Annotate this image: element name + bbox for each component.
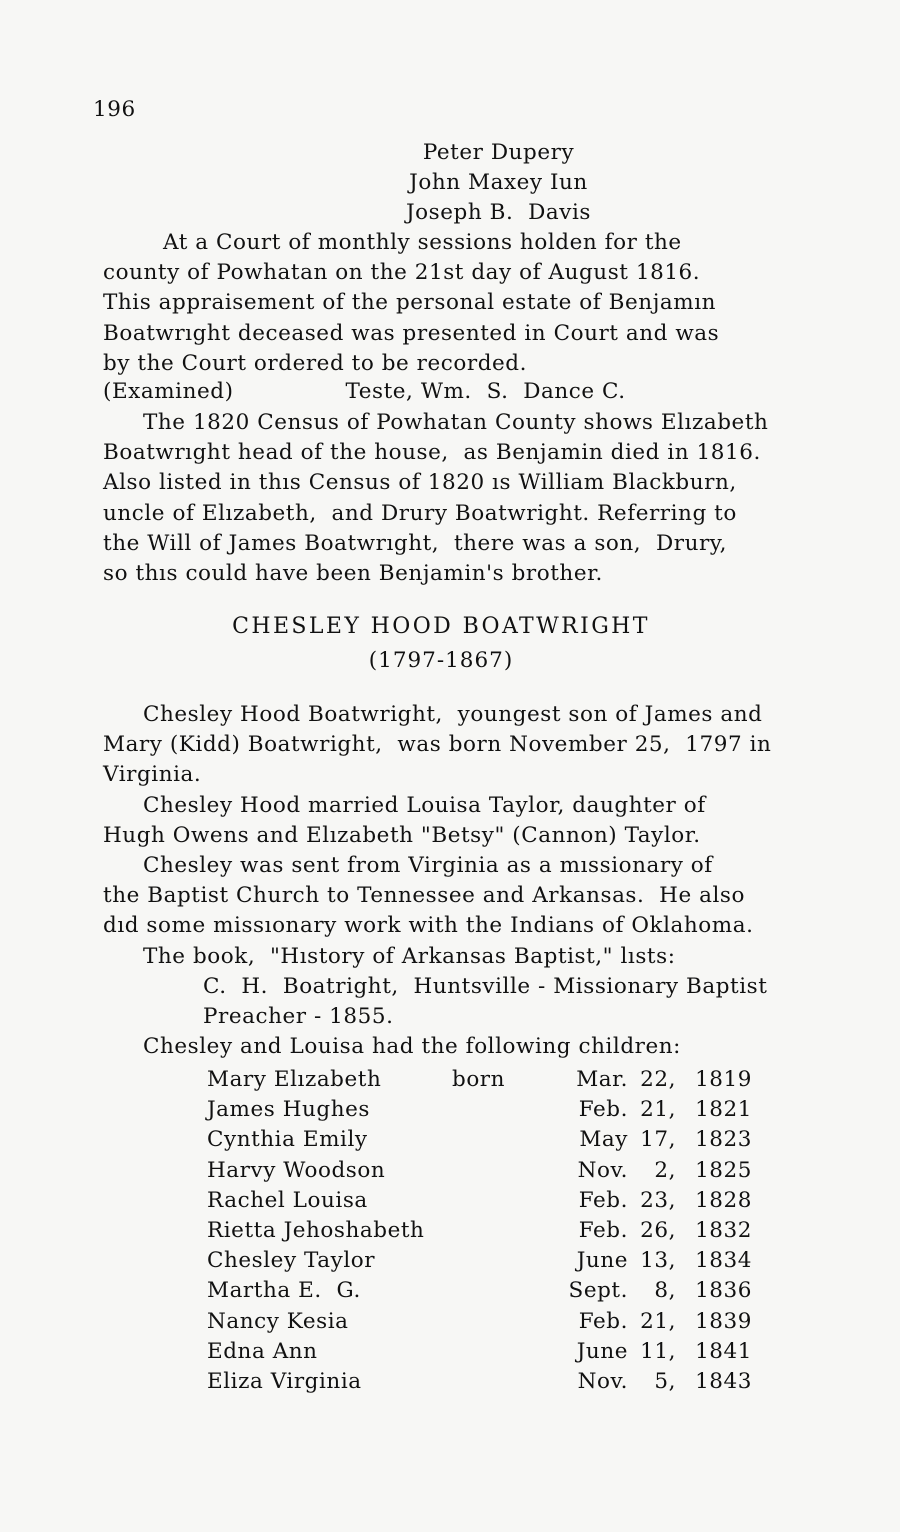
child-name: James Hughes <box>207 1097 370 1123</box>
paragraph-line: This appraisement of the personal estate of Benjamın <box>103 290 717 316</box>
table-row <box>207 1367 752 1397</box>
birth-year: 1819 <box>695 1067 752 1092</box>
quoted-entry-line: C. H. Boatright, Huntsville - Missionary Baptist <box>203 973 768 999</box>
census-note-paragraph <box>103 408 893 589</box>
birth-month: Feb. <box>578 1097 628 1123</box>
birth-year: 1836 <box>695 1278 752 1304</box>
biography-paragraph <box>103 942 900 1033</box>
paragraph-line: county of Powhatan on the 21st day of August 1816. <box>103 260 701 286</box>
birth-month: June <box>576 1338 628 1364</box>
birth-year: 1834 <box>695 1248 752 1274</box>
child-name: Cynthia Emily <box>207 1127 368 1153</box>
table-row <box>207 1216 752 1246</box>
biography-paragraph <box>103 700 900 791</box>
birth-month: Nov. <box>577 1157 628 1183</box>
biography-paragraph <box>103 851 900 942</box>
section-life-dates: (1797-1867) <box>368 648 514 673</box>
birth-month: Nov. <box>577 1368 628 1394</box>
birth-year: 1825 <box>695 1157 752 1183</box>
paragraph-line: dıd some missıonary work with the Indians of Oklahoma. <box>103 913 754 939</box>
signature-name: John Maxey Iun <box>409 170 588 196</box>
paragraph-line: Also listed in thıs Census of 1820 ıs William Blackburn, <box>103 470 737 496</box>
paragraph-line: by the Court ordered to be recorded. <box>103 350 527 376</box>
birth-day: 26, <box>640 1217 676 1243</box>
table-row <box>207 1246 752 1276</box>
paragraph-line: The book, "Hıstory of Arkansas Baptist," lısts: <box>143 943 676 969</box>
birth-day: 17, <box>640 1127 676 1153</box>
paragraph-line: so thıs could have been Benjamin's brother. <box>103 561 603 587</box>
examined-label: (Examined) <box>103 379 234 404</box>
child-name: Harvy Woodson <box>207 1157 386 1183</box>
birth-day: 23, <box>640 1187 676 1213</box>
examined-teste-row <box>103 377 883 407</box>
table-row <box>207 1156 752 1186</box>
child-name: Mary Elızabeth <box>207 1067 382 1092</box>
child-name: Rietta Jehoshabeth <box>207 1217 425 1243</box>
birth-day: 8, <box>654 1278 676 1304</box>
teste-label: Teste, Wm. S. Dance C. <box>345 379 626 404</box>
table-row <box>207 1125 752 1155</box>
paragraph-line: Boatwrıght deceased was presented in Court and was <box>103 320 720 346</box>
paragraph-line: Virginia. <box>103 762 202 788</box>
birth-day: 2, <box>654 1157 676 1183</box>
children-list <box>207 1065 752 1397</box>
paragraph-line: Chesley Hood married Louisa Taylor, daughter of <box>143 792 706 818</box>
signature-name: Peter Dupery <box>422 140 575 165</box>
paragraph-line: Mary (Kidd) Boatwright, was born November 25, 1797 in <box>103 732 772 758</box>
paragraph-line: At a Court of monthly sessions holden for the <box>163 230 682 255</box>
court-record-paragraph <box>103 228 900 379</box>
table-row <box>207 1065 752 1095</box>
birth-day: 13, <box>640 1248 676 1274</box>
child-name: Rachel Louisa <box>207 1187 368 1213</box>
paragraph-line: Chesley Hood Boatwright, youngest son of James and <box>143 702 763 727</box>
birth-day: 22, <box>640 1067 676 1092</box>
paragraph-line: Chesley was sent from Virginia as a mıssionary of <box>143 853 713 879</box>
biography-paragraph <box>103 791 900 851</box>
birth-year: 1828 <box>695 1187 752 1213</box>
paragraph-line: the Will of James Boatwrıght, there was a son, Drury, <box>103 530 728 556</box>
child-name: Martha E. G. <box>207 1278 361 1304</box>
birth-day: 21, <box>640 1308 676 1334</box>
child-name: Edna Ann <box>207 1338 318 1364</box>
children-intro-line: Chesley and Louisa had the following children: <box>143 1034 681 1060</box>
birth-year: 1841 <box>695 1338 752 1364</box>
birth-day: 11, <box>640 1338 676 1364</box>
born-label: born <box>452 1067 506 1092</box>
birth-month: May <box>579 1127 628 1153</box>
birth-month: Mar. <box>576 1067 628 1092</box>
section-heading <box>0 612 900 676</box>
paragraph-line: The 1820 Census of Powhatan County shows Elızabeth <box>143 410 769 435</box>
birth-day: 21, <box>640 1097 676 1123</box>
table-row <box>207 1337 752 1367</box>
signature-names-block <box>0 138 900 229</box>
child-name: Eliza Virginia <box>207 1368 362 1394</box>
table-row <box>207 1095 752 1125</box>
child-name: Nancy Kesia <box>207 1308 349 1334</box>
birth-year: 1821 <box>695 1097 752 1123</box>
child-name: Chesley Taylor <box>207 1248 376 1274</box>
birth-month: June <box>576 1248 628 1274</box>
table-row <box>207 1186 752 1216</box>
biography-body <box>103 700 900 1062</box>
signature-name: Joseph B. Davis <box>406 200 591 226</box>
birth-year: 1843 <box>695 1368 752 1394</box>
birth-month: Feb. <box>578 1217 628 1243</box>
table-row <box>207 1307 752 1337</box>
birth-month: Sept. <box>568 1278 628 1304</box>
biography-paragraph <box>103 1032 900 1062</box>
birth-year: 1823 <box>695 1127 752 1153</box>
table-row <box>207 1276 752 1306</box>
page-number: 196 <box>93 97 136 122</box>
birth-month: Feb. <box>578 1187 628 1213</box>
quoted-entry-line: Preacher - 1855. <box>203 1004 394 1030</box>
birth-day: 5, <box>654 1368 676 1394</box>
birth-month: Feb. <box>578 1308 628 1334</box>
paragraph-line: Hugh Owens and Elızabeth "Betsy" (Cannon) Taylor. <box>103 822 701 848</box>
paragraph-line: the Baptist Church to Tennessee and Arkansas. He also <box>103 883 745 909</box>
paragraph-line: uncle of Elızabeth, and Drury Boatwright. Referring to <box>103 500 737 526</box>
birth-year: 1839 <box>695 1308 752 1334</box>
section-title: CHESLEY HOOD BOATWRIGHT <box>232 614 650 639</box>
paragraph-line: Boatwrıght head of the house, as Benjamin died in 1816. <box>103 440 761 466</box>
birth-year: 1832 <box>695 1217 752 1243</box>
